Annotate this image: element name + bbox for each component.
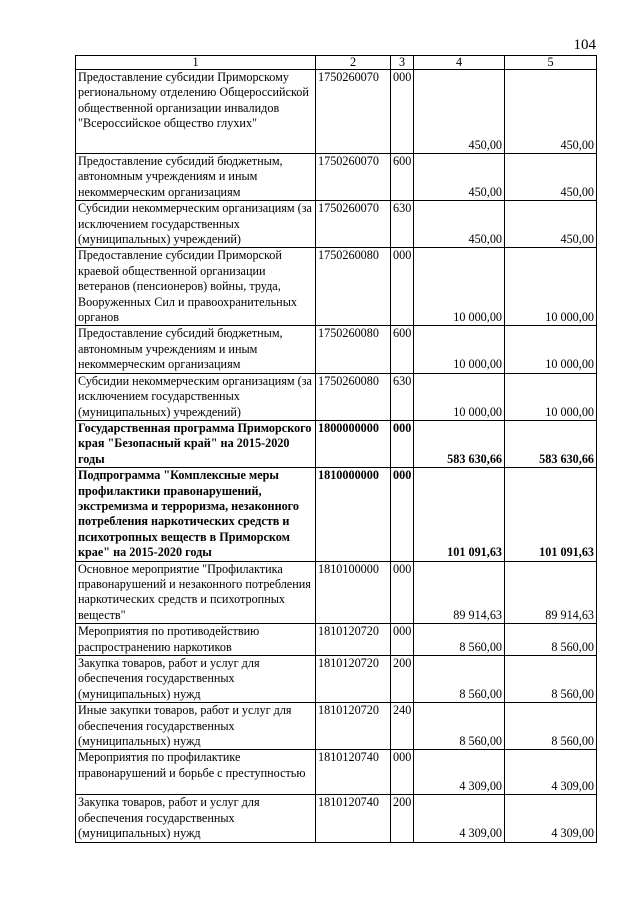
row-amount-2-cell: 101 091,63 (505, 468, 597, 561)
row-type-cell: 240 (391, 703, 414, 750)
row-type-cell: 200 (391, 795, 414, 842)
row-type-cell: 000 (391, 624, 414, 656)
row-code-cell: 1800000000 (316, 420, 391, 467)
row-amount-1-cell: 4 309,00 (414, 795, 505, 842)
row-code-cell: 1810120720 (316, 624, 391, 656)
table-row (76, 326, 597, 373)
row-name-cell: Предоставление субсидий бюджетным, автономным учреждениям и иным некоммерческим организациям (76, 154, 316, 201)
column-header-code: 2 (316, 56, 391, 70)
row-code-cell: 1750260070 (316, 154, 391, 201)
row-type-cell: 630 (391, 373, 414, 420)
row-name-cell: Основное мероприятие "Профилактика правонарушений и незаконного потребления наркотических средств и психотропных веществ" (76, 561, 316, 624)
row-name-cell: Мероприятия по профилактике правонарушений и борьбе с преступностью (76, 750, 316, 795)
row-amount-1-cell: 10 000,00 (414, 248, 505, 326)
row-code-cell: 1750260080 (316, 326, 391, 373)
table-row (76, 750, 597, 795)
column-header-amount-1: 4 (414, 56, 505, 70)
row-amount-2-cell: 8 560,00 (505, 624, 597, 656)
row-type-cell: 600 (391, 326, 414, 373)
row-name-cell: Предоставление субсидии Приморскому региональному отделению Общероссийской общественной организации инвалидов "Всероссийское общество глухих" (76, 70, 316, 154)
row-amount-1-cell: 450,00 (414, 201, 505, 248)
row-amount-1-cell: 450,00 (414, 154, 505, 201)
table-row (76, 70, 597, 154)
row-type-cell: 000 (391, 70, 414, 154)
row-code-cell: 1810120720 (316, 703, 391, 750)
row-amount-2-cell: 89 914,63 (505, 561, 597, 624)
row-amount-2-cell: 8 560,00 (505, 656, 597, 703)
table-row (76, 373, 597, 420)
row-amount-2-cell: 8 560,00 (505, 703, 597, 750)
row-code-cell: 1810120740 (316, 750, 391, 795)
row-code-cell: 1810000000 (316, 468, 391, 561)
table-row (76, 656, 597, 703)
column-header-amount-2: 5 (505, 56, 597, 70)
row-amount-1-cell: 450,00 (414, 70, 505, 154)
table-header-row (76, 56, 597, 70)
row-amount-2-cell: 450,00 (505, 201, 597, 248)
row-amount-2-cell: 4 309,00 (505, 750, 597, 795)
row-type-cell: 000 (391, 750, 414, 795)
row-name-cell: Предоставление субсидии Приморской краевой общественной организации ветеранов (пенсионеров) войны, труда, Вооруженных Сил и правоохранительных органов (76, 248, 316, 326)
row-type-cell: 630 (391, 201, 414, 248)
row-name-cell: Государственная программа Приморского края "Безопасный край" на 2015-2020 годы (76, 420, 316, 467)
row-code-cell: 1810120740 (316, 795, 391, 842)
row-amount-1-cell: 10 000,00 (414, 326, 505, 373)
row-amount-1-cell: 583 630,66 (414, 420, 505, 467)
row-type-cell: 000 (391, 468, 414, 561)
row-name-cell: Мероприятия по противодействию распространению наркотиков (76, 624, 316, 656)
row-type-cell: 000 (391, 420, 414, 467)
row-amount-2-cell: 10 000,00 (505, 326, 597, 373)
row-amount-2-cell: 10 000,00 (505, 373, 597, 420)
row-type-cell: 000 (391, 248, 414, 326)
row-amount-1-cell: 89 914,63 (414, 561, 505, 624)
row-amount-2-cell: 450,00 (505, 70, 597, 154)
table-row (76, 624, 597, 656)
table-row (76, 201, 597, 248)
row-code-cell: 1750260080 (316, 373, 391, 420)
table-row (76, 420, 597, 467)
row-type-cell: 600 (391, 154, 414, 201)
row-amount-2-cell: 10 000,00 (505, 248, 597, 326)
row-code-cell: 1750260080 (316, 248, 391, 326)
budget-table (75, 55, 597, 843)
row-amount-2-cell: 4 309,00 (505, 795, 597, 842)
row-amount-1-cell: 8 560,00 (414, 624, 505, 656)
row-name-cell: Закупка товаров, работ и услуг для обеспечения государственных (муниципальных) нужд (76, 656, 316, 703)
row-type-cell: 200 (391, 656, 414, 703)
row-amount-2-cell: 583 630,66 (505, 420, 597, 467)
row-name-cell: Предоставление субсидий бюджетным, автономным учреждениям и иным некоммерческим организациям (76, 326, 316, 373)
row-code-cell: 1750260070 (316, 201, 391, 248)
table-row (76, 154, 597, 201)
row-name-cell: Подпрограмма "Комплексные меры профилактики правонарушений, экстремизма и терроризма, незаконного потребления наркотических средств и психотропных веществ в Приморском крае" на 2015-2020 годы (76, 468, 316, 561)
column-header-type: 3 (391, 56, 414, 70)
table-row (76, 248, 597, 326)
page-number: 104 (573, 37, 596, 53)
row-name-cell: Субсидии некоммерческим организациям (за исключением государственных (муниципальных) учреждений) (76, 373, 316, 420)
row-amount-2-cell: 450,00 (505, 154, 597, 201)
row-name-cell: Закупка товаров, работ и услуг для обеспечения государственных (муниципальных) нужд (76, 795, 316, 842)
table-row (76, 561, 597, 624)
row-code-cell: 1750260070 (316, 70, 391, 154)
column-header-name: 1 (76, 56, 316, 70)
row-code-cell: 1810120720 (316, 656, 391, 703)
table-row (76, 703, 597, 750)
row-code-cell: 1810100000 (316, 561, 391, 624)
row-amount-1-cell: 8 560,00 (414, 703, 505, 750)
row-amount-1-cell: 10 000,00 (414, 373, 505, 420)
row-amount-1-cell: 4 309,00 (414, 750, 505, 795)
row-name-cell: Субсидии некоммерческим организациям (за исключением государственных (муниципальных) учреждений) (76, 201, 316, 248)
row-name-cell: Иные закупки товаров, работ и услуг для обеспечения государственных (муниципальных) нужд (76, 703, 316, 750)
table-row (76, 468, 597, 561)
row-type-cell: 000 (391, 561, 414, 624)
row-amount-1-cell: 101 091,63 (414, 468, 505, 561)
row-amount-1-cell: 8 560,00 (414, 656, 505, 703)
table-row (76, 795, 597, 842)
